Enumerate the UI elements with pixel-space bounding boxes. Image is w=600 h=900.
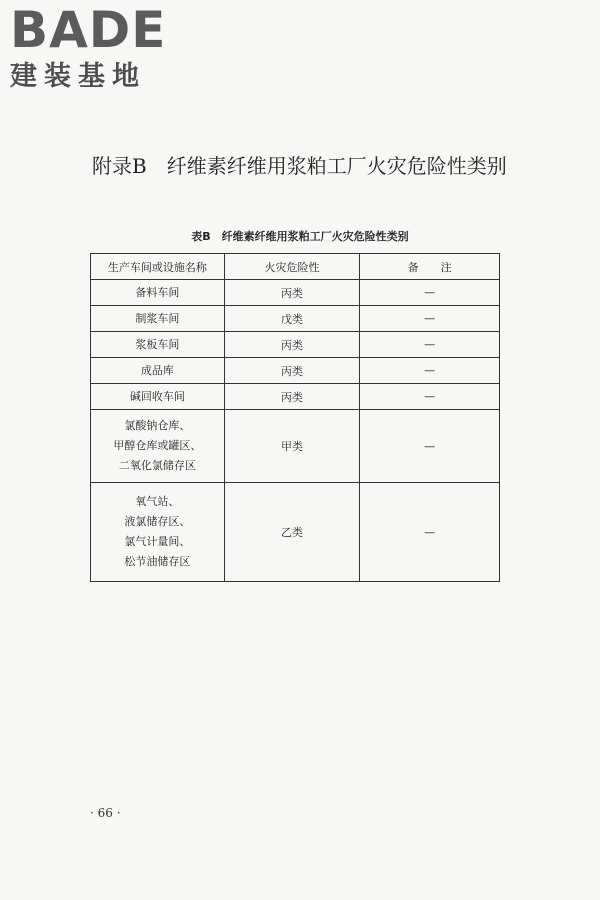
fire-hazard-cell: 丙类: [224, 384, 360, 410]
facility-name-line: 成品库: [140, 363, 174, 377]
header-remarks: 备 注: [360, 254, 500, 280]
table-row: [91, 280, 500, 306]
facility-name-line: 液氯储存区、: [124, 515, 191, 528]
table-row: [91, 332, 500, 358]
header-facility-name: 生产车间或设施名称: [91, 254, 225, 280]
table-caption: 表B 纤维素纤维用浆粕工厂火灾危险性类别: [191, 230, 409, 243]
fire-hazard-table: [90, 253, 500, 582]
table-row: [91, 483, 500, 582]
facility-name-cell: [91, 358, 225, 384]
table-body: [91, 280, 500, 582]
table-row: [91, 358, 500, 384]
facility-name-line: 松节油储存区: [124, 555, 191, 568]
table-header-row: [91, 254, 500, 280]
facility-name-line: 碱回收车间: [129, 389, 185, 403]
facility-name-line: 氧气站、: [135, 495, 180, 508]
facility-name-cell: [91, 306, 225, 332]
facility-name-cell: [91, 410, 225, 483]
remarks-cell: —: [360, 332, 500, 358]
logo-subtitle: 建装基地: [10, 61, 146, 92]
remarks-cell: —: [360, 358, 500, 384]
logo-brand-text: BADE: [10, 1, 167, 59]
facility-name-line: 氯气计量间、: [124, 535, 191, 548]
facility-name-cell: [91, 280, 225, 306]
remarks-cell: —: [360, 384, 500, 410]
fire-hazard-cell: 甲类: [224, 410, 360, 483]
table-row: [91, 306, 500, 332]
facility-name-line: 二氧化氯储存区: [118, 459, 196, 472]
fire-hazard-cell: 丙类: [224, 358, 360, 384]
facility-name-cell: [91, 483, 225, 582]
table-row: [91, 410, 500, 483]
fire-hazard-cell: 戊类: [224, 306, 360, 332]
facility-name-cell: [91, 384, 225, 410]
fire-hazard-cell: 丙类: [224, 280, 360, 306]
logo-brand: [10, 1, 180, 59]
facility-name-line: 备料车间: [135, 285, 180, 299]
page-title: 附录B 纤维素纤维用浆粕工厂火灾危险性类别: [92, 154, 507, 178]
facility-name-line: 甲醇仓库或罐区、: [113, 439, 202, 452]
fire-hazard-cell: 丙类: [224, 332, 360, 358]
fire-hazard-cell: 乙类: [224, 483, 360, 582]
facility-name-cell: [91, 332, 225, 358]
facility-name-line: 制浆车间: [135, 311, 180, 325]
bade-logo: [10, 1, 180, 96]
page-number: · 66 ·: [90, 806, 121, 820]
remarks-cell: —: [360, 280, 500, 306]
facility-name-line: 浆板车间: [135, 337, 180, 351]
remarks-cell: —: [360, 410, 500, 483]
header-fire-hazard: 火灾危险性: [224, 254, 360, 280]
table-row: [91, 384, 500, 410]
facility-name-line: 氯酸钠仓库、: [124, 419, 191, 432]
remarks-cell: —: [360, 306, 500, 332]
remarks-cell: —: [360, 483, 500, 582]
